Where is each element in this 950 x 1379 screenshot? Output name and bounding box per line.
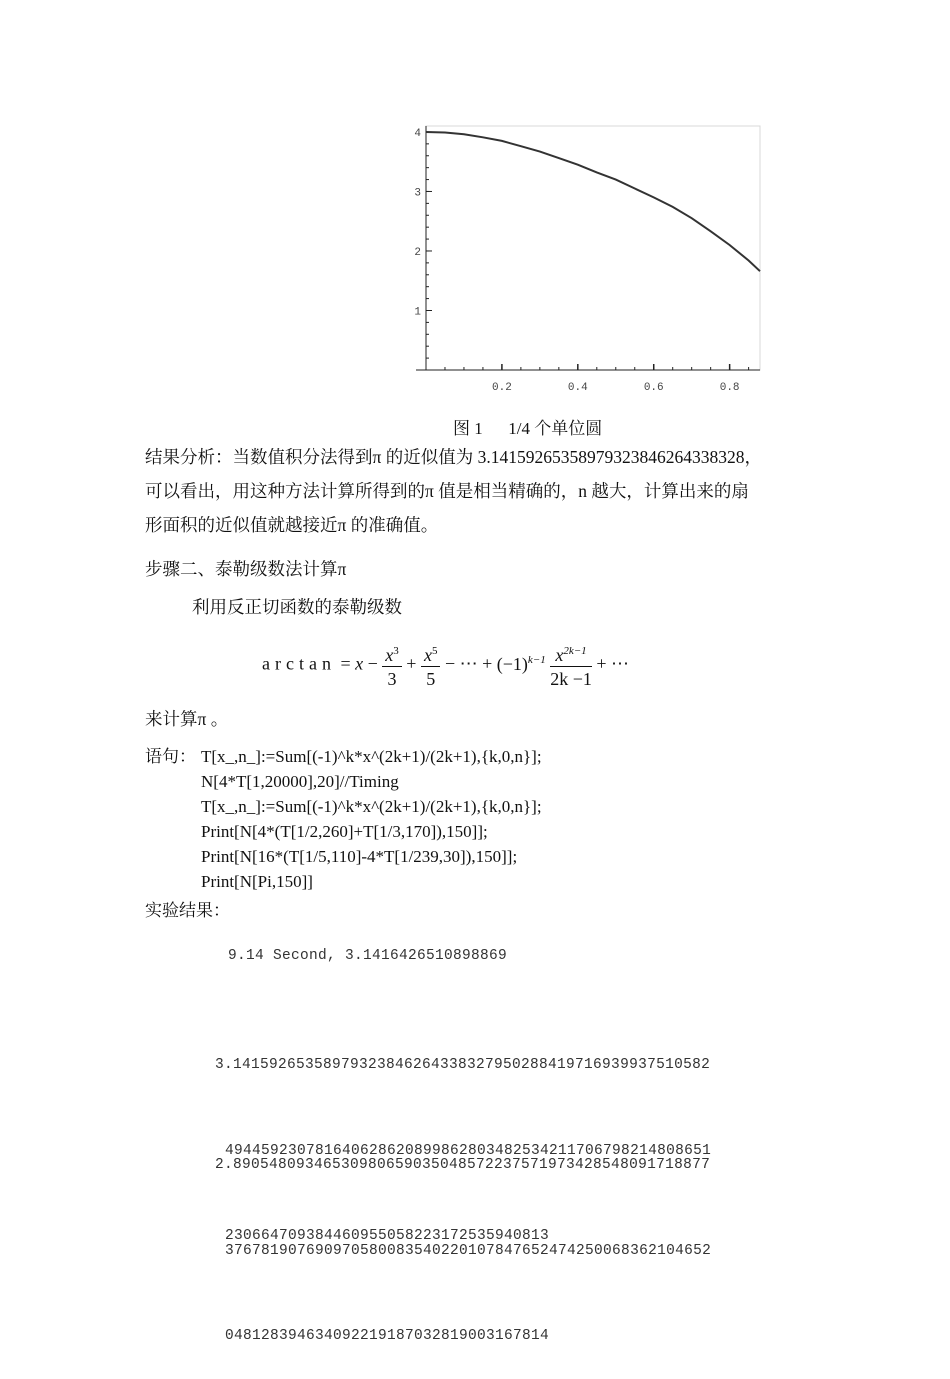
result-line: 230664709384460955058223172535940813 bbox=[225, 1228, 550, 1244]
code-line: Print[N[4*(T[1/2,260]+T[1/3,170]),150]]; bbox=[201, 822, 488, 841]
analysis-line-1: 结果分析：当数值积分法得到π 的近似值为 3.14159265358979323846264338328， bbox=[145, 447, 762, 467]
figure-caption: 图 1 1/4 个单位圆 bbox=[453, 419, 603, 438]
formula-op: + bbox=[482, 653, 493, 674]
formula-x: x bbox=[355, 653, 364, 674]
analysis-paragraph bbox=[145, 440, 762, 542]
y-tick-label: 1 bbox=[414, 306, 421, 319]
arctan-series-formula bbox=[262, 640, 629, 691]
chart-series-line bbox=[426, 132, 760, 271]
formula-op: + bbox=[406, 653, 417, 674]
formula-lhs: arctan bbox=[262, 653, 336, 674]
taylor-intro: 利用反正切函数的泰勒级数 bbox=[192, 597, 402, 617]
step2-heading: 步骤二、泰勒级数法计算π bbox=[145, 559, 347, 579]
code-line: T[x_,n_]:=Sum[(-1)^k*x^(2k+1)/(2k+1),{k,0,n}]; bbox=[201, 797, 542, 816]
formula-sign: $(-1)^{k-1}$ bbox=[496, 653, 546, 674]
result-line: 2.89054809346530980659035048572237571973428548091718877 bbox=[215, 1157, 711, 1173]
compute-line: 来计算π 。 bbox=[145, 709, 229, 729]
chart-frame bbox=[416, 126, 760, 370]
timing-result: 9.14 Second, 3.1416426510898869 bbox=[228, 948, 508, 964]
chart-ticks bbox=[414, 128, 748, 394]
pi-result-2 bbox=[215, 1094, 711, 1379]
y-tick-label: 2 bbox=[414, 246, 421, 259]
y-tick-label: 3 bbox=[414, 187, 421, 200]
formula-term-x5: $\frac{x^5}{5}$ bbox=[421, 640, 441, 691]
y-tick-label: 4 bbox=[414, 127, 421, 140]
code-line: Print[N[16*(T[1/5,110]-4*T[1/239,30]),150]]; bbox=[201, 847, 518, 866]
formula-term-general: $\frac{x^{2k-1}}{2k -1}$ bbox=[550, 640, 592, 691]
analysis-line-2: 可以看出，用这种方法计算所得到的π 值是相当精确的，n 越大，计算出来的扇 bbox=[145, 481, 749, 501]
quarter-circle-area-chart bbox=[408, 118, 778, 400]
result-line: 048128394634092219187032819003167814 bbox=[225, 1328, 550, 1344]
code-label: 语句： bbox=[145, 747, 196, 766]
plot-frame bbox=[426, 126, 760, 370]
formula-op: + bbox=[596, 653, 607, 674]
x-tick-label: 0.8 bbox=[719, 382, 740, 394]
formula-op: − bbox=[444, 653, 456, 674]
code-line: T[x_,n_]:=Sum[(-1)^k*x^(2k+1)/(2k+1),{k,0,n}]; bbox=[201, 747, 542, 766]
results-label: 实验结果： bbox=[145, 901, 230, 920]
x-tick-label: 0.2 bbox=[492, 382, 512, 394]
result-line: 494459230781640628620899862803482534211706798214808651 bbox=[225, 1142, 712, 1159]
result-line: 3.14159265358979323846264338327950288419716939937510582 bbox=[215, 1057, 711, 1073]
formula-term-x3: $\frac{x^3}{3}$ bbox=[382, 640, 402, 691]
code-line: Print[N[Pi,150]] bbox=[201, 872, 313, 891]
code-line: N[4*T[1,20000],20]//Timing bbox=[201, 772, 399, 791]
x-tick-label: 0.4 bbox=[567, 382, 588, 394]
x-tick-label: 0.6 bbox=[643, 382, 664, 394]
formula-eq: = bbox=[340, 653, 351, 674]
result-line: 376781907690970580083540220107847652474250068362104652 bbox=[225, 1242, 712, 1259]
code-block bbox=[201, 744, 542, 894]
formula-op: − bbox=[367, 653, 378, 674]
formula-dots: ⋯ bbox=[459, 653, 478, 674]
formula-dots: ⋯ bbox=[611, 653, 630, 674]
analysis-line-3: 形面积的近似值就越接近π 的准确值。 bbox=[145, 515, 439, 535]
